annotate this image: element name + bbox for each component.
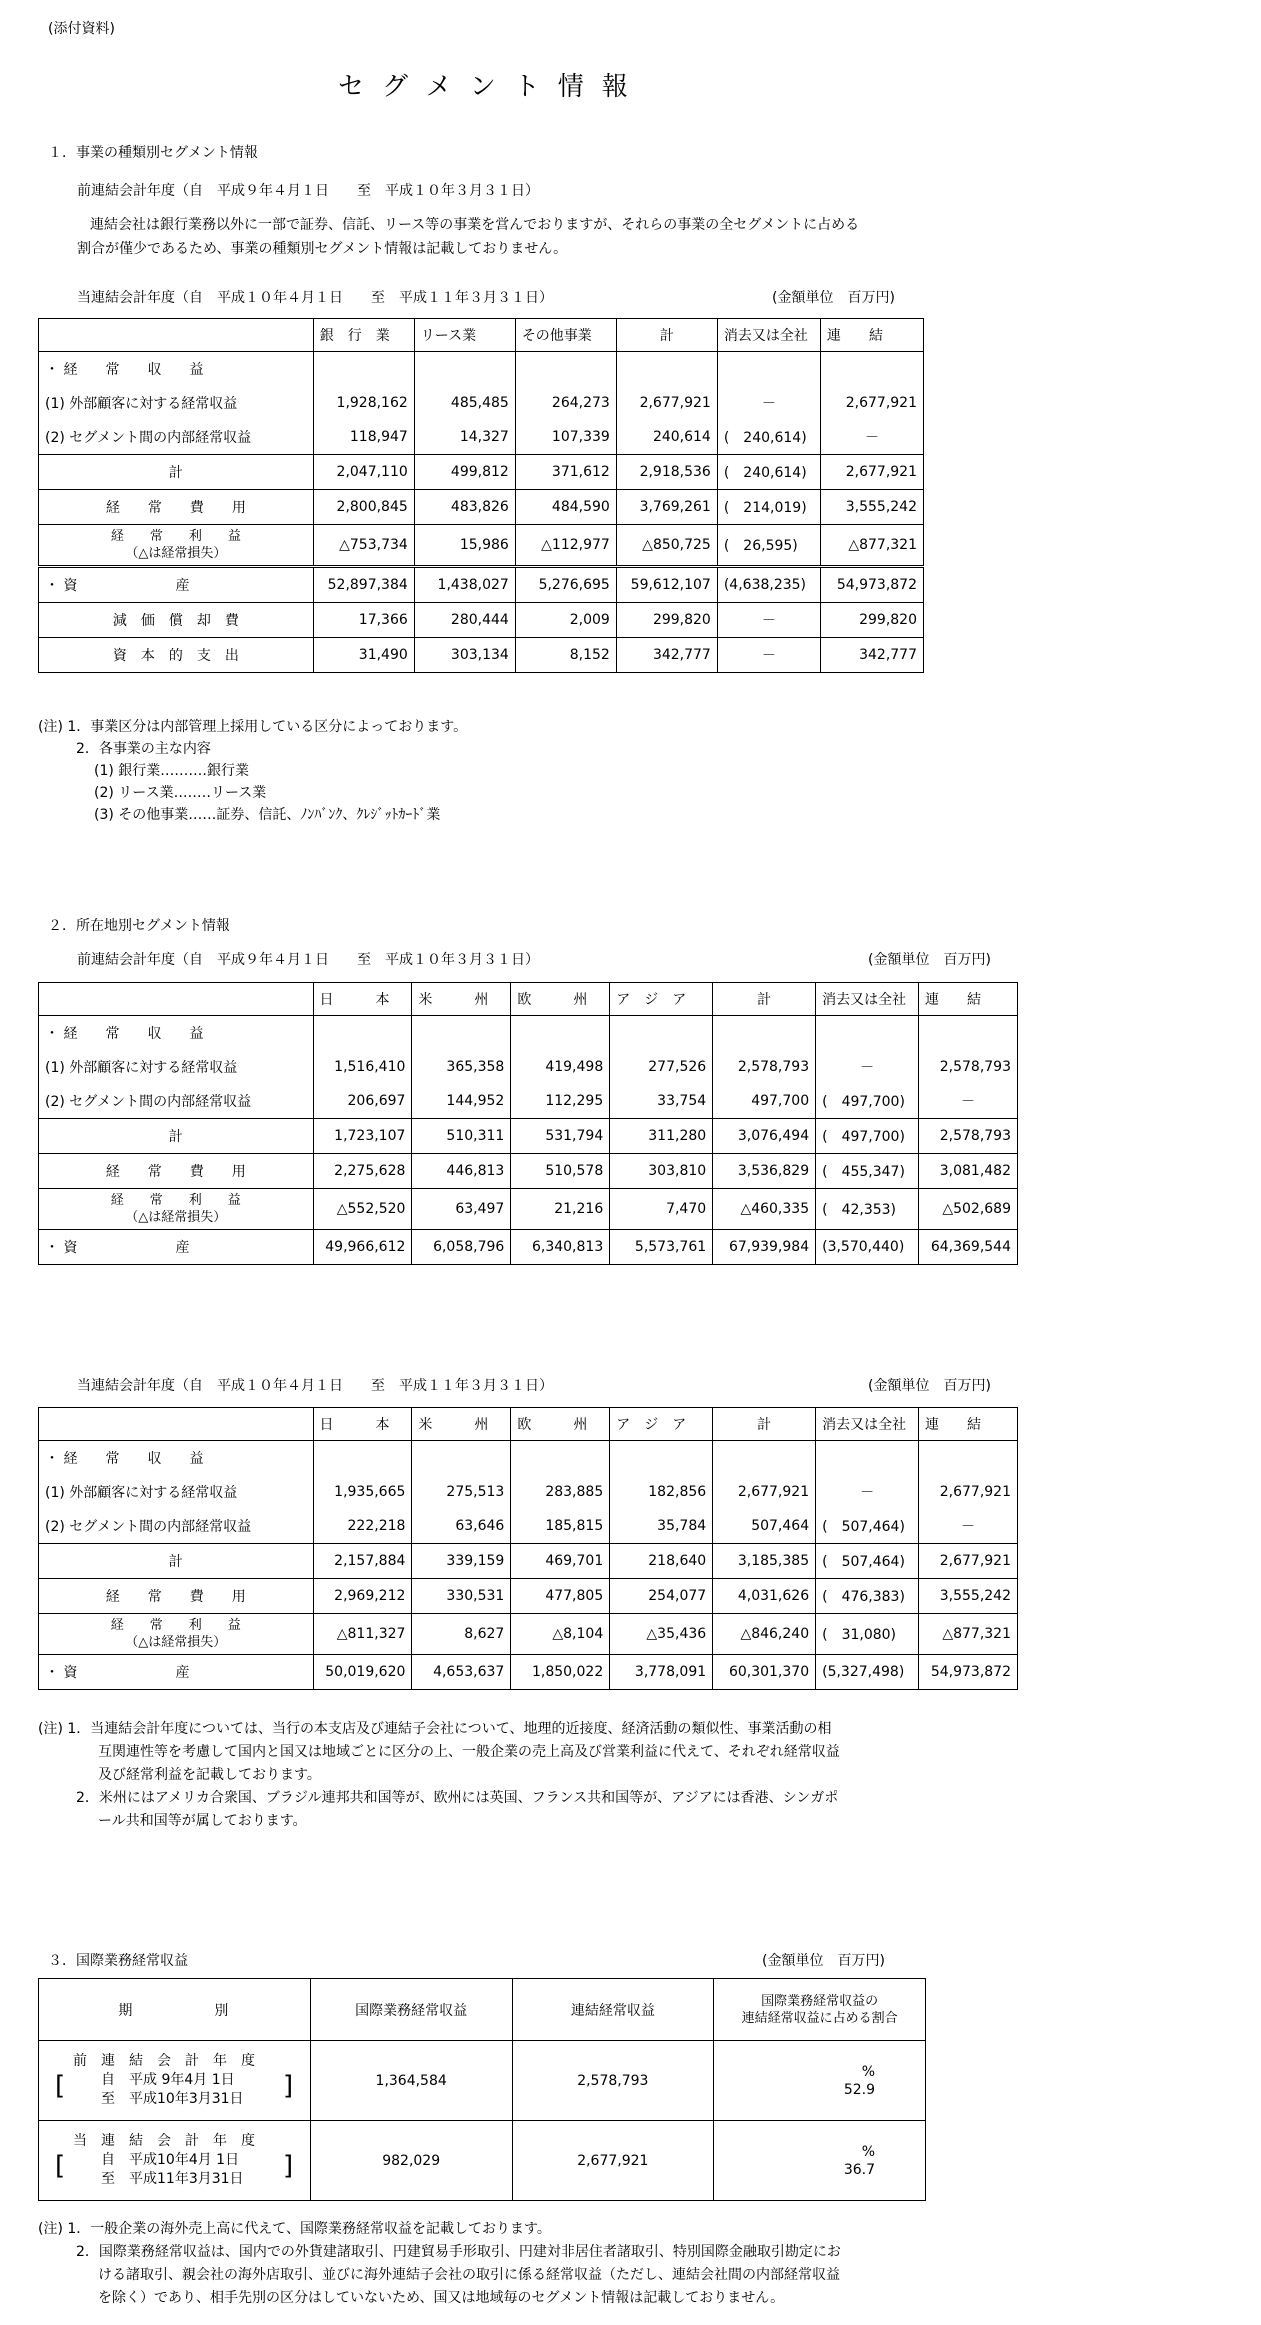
row-label: ・ 経 常 収 益 — [39, 352, 314, 387]
table-header-row — [39, 983, 1018, 1016]
col-header: 日 本 — [313, 983, 412, 1016]
cell: 2,578,793 — [713, 1050, 816, 1084]
cell: 2,918,536 — [616, 455, 717, 490]
col-header: 消去又は全社 — [816, 983, 919, 1016]
cell: 218,640 — [610, 1544, 713, 1579]
table-row — [39, 1475, 1018, 1509]
cell: 54,973,872 — [820, 567, 923, 603]
cell: 510,578 — [511, 1154, 610, 1189]
cell: 3,081,482 — [919, 1154, 1018, 1189]
col-header: 連 結 — [919, 983, 1018, 1016]
cell: 7,470 — [610, 1189, 713, 1230]
table-header-row — [39, 1408, 1018, 1441]
cell: 982,029 — [310, 2121, 512, 2201]
cell: 2,677,921 — [512, 2121, 714, 2201]
ratio-header-line1: 国際業務経常収益の — [761, 1993, 879, 2009]
page-title: セグメント情報 — [338, 72, 646, 102]
table-row — [39, 1016, 1018, 1051]
table-row — [39, 603, 924, 638]
row-label: ・ 経 常 収 益 — [39, 1016, 314, 1051]
table-row — [39, 1614, 1018, 1655]
cell: 5,276,695 — [515, 567, 616, 603]
row-label: (1) 外部顧客に対する経常収益 — [39, 1050, 314, 1084]
period-label: 前 連 結 会 計 年 度 — [73, 2053, 255, 2069]
col-header: 消去又は全社 — [816, 1408, 919, 1441]
sec1-note: (3) その他事業‥‥‥証券、信託、ﾉﾝﾊﾞﾝｸ、ｸﾚｼﾞｯﾄｶｰﾄﾞ業 — [94, 807, 441, 823]
row-label: 計 — [39, 1544, 314, 1579]
cell: 2,009 — [515, 603, 616, 638]
cell: ( 497,700) — [816, 1119, 919, 1154]
cell: 303,134 — [414, 638, 515, 673]
sec2-note: ール共和国等が属しております。 — [98, 1813, 307, 1829]
period-range — [45, 2151, 304, 2189]
cell: 277,526 — [610, 1050, 713, 1084]
cell: 60,301,370 — [713, 1655, 816, 1690]
cell: 254,077 — [610, 1579, 713, 1614]
col-header: 計 — [713, 1408, 816, 1441]
col-header: 連結経常収益 — [512, 1979, 714, 2041]
cell: 206,697 — [313, 1084, 412, 1119]
cell: 483,826 — [414, 490, 515, 525]
cell: 64,369,544 — [919, 1230, 1018, 1265]
cell: － — [816, 1475, 919, 1509]
col-header: リース業 — [414, 319, 515, 352]
sec2-note: 及び経常利益を記載しております。 — [98, 1767, 321, 1783]
table-row — [39, 2041, 926, 2121]
cell: 31,490 — [313, 638, 414, 673]
col-header: その他事業 — [515, 319, 616, 352]
cell: 63,646 — [412, 1509, 511, 1544]
cell: 3,185,385 — [713, 1544, 816, 1579]
sec3-heading: ３．国際業務経常収益 — [48, 1953, 188, 1969]
col-header: 米 州 — [412, 983, 511, 1016]
cell: 67,939,984 — [713, 1230, 816, 1265]
cell: － — [717, 603, 820, 638]
col-header: 消去又は全社 — [717, 319, 820, 352]
cell: 144,952 — [412, 1084, 511, 1119]
cell: 311,280 — [610, 1119, 713, 1154]
cell: 342,777 — [616, 638, 717, 673]
table-row — [39, 1655, 1018, 1690]
period-to: 至 平成11年3月31日 — [101, 2171, 244, 2187]
cell: △8,104 — [511, 1614, 610, 1655]
cell: 33,754 — [610, 1084, 713, 1119]
table-row — [39, 1230, 1018, 1265]
profit-sublabel: （△は経常損失） — [125, 546, 227, 561]
cell: 3,555,242 — [919, 1579, 1018, 1614]
table-row — [39, 1084, 1018, 1119]
cell: 510,311 — [412, 1119, 511, 1154]
table-row — [39, 1544, 1018, 1579]
cell: 63,497 — [412, 1189, 511, 1230]
segment-by-region-prev-table — [38, 982, 1018, 1265]
cell: 50,019,620 — [313, 1655, 412, 1690]
sec1-cur-period: 当連結会計年度（自 平成１０年４月１日 至 平成１１年３月３１日） — [77, 290, 553, 306]
cell: 485,485 — [414, 386, 515, 420]
row-label: 計 — [39, 455, 314, 490]
percent-unit: % — [861, 2063, 875, 2080]
sec1-heading: １．事業の種類別セグメント情報 — [48, 145, 258, 161]
row-label: 資 本 的 支 出 — [39, 638, 314, 673]
cell: 1,364,584 — [310, 2041, 512, 2121]
sec1-note: (注) 1．事業区分は内部管理上採用している区分によっております。 — [38, 719, 468, 735]
row-label — [39, 525, 314, 567]
cell: 6,058,796 — [412, 1230, 511, 1265]
col-header: 期 別 — [39, 1979, 311, 2041]
cell: 2,800,845 — [313, 490, 414, 525]
cell: 3,778,091 — [610, 1655, 713, 1690]
cell: ( 507,464) — [816, 1544, 919, 1579]
cell: 264,273 — [515, 386, 616, 420]
cell: 1,928,162 — [313, 386, 414, 420]
cell: (5,327,498) — [816, 1655, 919, 1690]
table-row — [39, 490, 924, 525]
sec2-prev-period: 前連結会計年度（自 平成９年４月１日 至 平成１０年３月３１日） — [77, 952, 539, 968]
cell: 14,327 — [414, 420, 515, 455]
cell: △846,240 — [713, 1614, 816, 1655]
profit-label: 経 常 利 益 — [110, 529, 241, 544]
segment-by-region-cur-table — [38, 1407, 1018, 1690]
cell: ( 240,614) — [717, 455, 820, 490]
cell: ( 507,464) — [816, 1509, 919, 1544]
table-row — [39, 638, 924, 673]
table-row — [39, 386, 924, 420]
cell: 330,531 — [412, 1579, 511, 1614]
row-label: ・ 資 産 — [39, 1655, 314, 1690]
cell: 112,295 — [511, 1084, 610, 1119]
cell: △811,327 — [313, 1614, 412, 1655]
sec2-note: (注) 1．当連結会計年度については、当行の本支店及び連結子会社について、地理的近接度、経済活動の類似性、事業活動の相 — [38, 1721, 832, 1737]
table-header-row — [39, 1979, 926, 2041]
cell: 371,612 — [515, 455, 616, 490]
sec2-note: 互関連性等を考慮して国内と国又は地域ごとに区分の上、一般企業の売上高及び営業利益に代えて、それぞれ経常収益 — [98, 1744, 840, 1760]
cell: 118,947 — [313, 420, 414, 455]
cell: 2,969,212 — [313, 1579, 412, 1614]
cell: 2,157,884 — [313, 1544, 412, 1579]
col-header: 欧 州 — [511, 983, 610, 1016]
header-blank — [39, 319, 314, 352]
attachment-label: (添付資料) — [48, 21, 115, 37]
sec1-prev-note-1: 連結会社は銀行業務以外に一部で証券、信託、リース等の事業を営んでおりますが、それらの事業の全セグメントに占める — [90, 217, 860, 233]
cell: 185,815 — [511, 1509, 610, 1544]
col-header: ア ジ ア — [610, 1408, 713, 1441]
cell: (3,570,440) — [816, 1230, 919, 1265]
cell: 3,536,829 — [713, 1154, 816, 1189]
cell: 2,047,110 — [313, 455, 414, 490]
col-header: 連 結 — [919, 1408, 1018, 1441]
cell: 6,340,813 — [511, 1230, 610, 1265]
cell: △552,520 — [313, 1189, 412, 1230]
col-header: ア ジ ア — [610, 983, 713, 1016]
cell: 2,677,921 — [820, 386, 923, 420]
cell: 222,218 — [313, 1509, 412, 1544]
row-label: (2) セグメント間の内部経常収益 — [39, 1509, 314, 1544]
cell: 469,701 — [511, 1544, 610, 1579]
cell: 1,723,107 — [313, 1119, 412, 1154]
period-to: 至 平成10年3月31日 — [101, 2091, 244, 2107]
cell: 240,614 — [616, 420, 717, 455]
cell: ( 42,353) — [816, 1189, 919, 1230]
row-label — [39, 1189, 314, 1230]
cell: △502,689 — [919, 1189, 1018, 1230]
cell: 15,986 — [414, 525, 515, 567]
table-row — [39, 567, 924, 603]
cell: － — [919, 1084, 1018, 1119]
period-from: 自 平成 9年4月 1日 — [101, 2072, 235, 2088]
cell: 1,438,027 — [414, 567, 515, 603]
cell: 2,677,921 — [820, 455, 923, 490]
cell: 497,700 — [713, 1084, 816, 1119]
sec2-note: 2．米州にはアメリカ合衆国、ブラジル連邦共和国等が、欧州には英国、フランス共和国等が、アジアには香港、シンガポ — [76, 1790, 839, 1806]
bracket-left-icon: [ — [55, 2151, 66, 2181]
cell: (4,638,235) — [717, 567, 820, 603]
col-header: 日 本 — [313, 1408, 412, 1441]
cell: 339,159 — [412, 1544, 511, 1579]
table-row — [39, 1441, 1018, 1476]
row-label — [39, 1614, 314, 1655]
cell: 59,612,107 — [616, 567, 717, 603]
cell: 419,498 — [511, 1050, 610, 1084]
sec3-note: 2．国際業務経常収益は、国内での外貨建諸取引、円建貿易手形取引、円建対非居住者諸取引、特別国際金融取引勘定にお — [76, 2244, 841, 2260]
col-header: 計 — [616, 319, 717, 352]
cell: 4,653,637 — [412, 1655, 511, 1690]
segment-by-business-table — [38, 318, 924, 673]
profit-sublabel: （△は経常損失） — [125, 1635, 227, 1650]
cell: 280,444 — [414, 603, 515, 638]
cell: 1,850,022 — [511, 1655, 610, 1690]
sec1-note: (2) リース業‥‥‥‥リース業 — [94, 785, 267, 801]
cell: 2,578,793 — [919, 1050, 1018, 1084]
cell: △112,977 — [515, 525, 616, 567]
col-header: 国際業務経常収益 — [310, 1979, 512, 2041]
bracket-right-icon: ] — [283, 2151, 294, 2181]
col-header — [714, 1979, 926, 2041]
cell: △35,436 — [610, 1614, 713, 1655]
cell: △850,725 — [616, 525, 717, 567]
sec1-unit: (金額単位 百万円) — [772, 290, 895, 306]
row-label: (1) 外部顧客に対する経常収益 — [39, 1475, 314, 1509]
sec3-note: を除く）であり、相手先別の区分はしていないため、国又は地域毎のセグメント情報は記載しておりません。 — [98, 2290, 785, 2306]
period-label: 当 連 結 会 計 年 度 — [73, 2133, 255, 2149]
table-row — [39, 1189, 1018, 1230]
table-row — [39, 455, 924, 490]
cell: 8,152 — [515, 638, 616, 673]
cell: 52,897,384 — [313, 567, 414, 603]
sec1-note: 2．各事業の主な内容 — [76, 741, 211, 757]
sec3-unit: (金額単位 百万円) — [762, 1953, 885, 1969]
sec1-note: (1) 銀行業‥‥‥‥‥銀行業 — [94, 763, 250, 779]
cell: 484,590 — [515, 490, 616, 525]
col-header: 連 結 — [820, 319, 923, 352]
ratio-value: 36.7 — [843, 2161, 875, 2178]
period-cell — [39, 2041, 311, 2121]
cell: 2,275,628 — [313, 1154, 412, 1189]
row-label: 経 常 費 用 — [39, 490, 314, 525]
bracket-left-icon: [ — [55, 2071, 66, 2101]
table-row — [39, 352, 924, 387]
cell: 1,935,665 — [313, 1475, 412, 1509]
table-row — [39, 420, 924, 455]
profit-label: 経 常 利 益 — [110, 1193, 241, 1208]
cell — [714, 2121, 926, 2201]
bracket-right-icon: ] — [283, 2071, 294, 2101]
table-row — [39, 1154, 1018, 1189]
sec2-cur-unit: (金額単位 百万円) — [868, 1378, 991, 1394]
cell: ( 476,383) — [816, 1579, 919, 1614]
cell: 2,677,921 — [919, 1544, 1018, 1579]
col-header: 米 州 — [412, 1408, 511, 1441]
row-label: 経 常 費 用 — [39, 1579, 314, 1614]
period-range — [45, 2071, 304, 2109]
cell: 477,805 — [511, 1579, 610, 1614]
cell: 3,555,242 — [820, 490, 923, 525]
profit-label: 経 常 利 益 — [110, 1618, 241, 1633]
row-label: ・ 経 常 収 益 — [39, 1441, 314, 1476]
cell: 531,794 — [511, 1119, 610, 1154]
row-label: 計 — [39, 1119, 314, 1154]
cell: 507,464 — [713, 1509, 816, 1544]
cell: 2,578,793 — [919, 1119, 1018, 1154]
cell: 8,627 — [412, 1614, 511, 1655]
cell: 299,820 — [616, 603, 717, 638]
percent-unit: % — [861, 2143, 875, 2160]
cell: － — [820, 420, 923, 455]
sec3-note: ける諸取引、親会社の海外店取引、並びに海外連結子会社の取引に係る経常収益（ただし、連結会社間の内部経常収益 — [98, 2267, 840, 2283]
cell: 2,677,921 — [919, 1475, 1018, 1509]
col-header: 銀 行 業 — [313, 319, 414, 352]
cell: 35,784 — [610, 1509, 713, 1544]
cell: ( 214,019) — [717, 490, 820, 525]
cell: ( 240,614) — [717, 420, 820, 455]
cell: － — [717, 386, 820, 420]
cell: △877,321 — [919, 1614, 1018, 1655]
row-label: ・ 資 産 — [39, 1230, 314, 1265]
cell: 446,813 — [412, 1154, 511, 1189]
row-label: (1) 外部顧客に対する経常収益 — [39, 386, 314, 420]
sec1-prev-note-2: 割合が僅少であるため、事業の種類別セグメント情報は記載しておりません。 — [77, 241, 568, 257]
cell: 5,573,761 — [610, 1230, 713, 1265]
cell: 275,513 — [412, 1475, 511, 1509]
cell: △460,335 — [713, 1189, 816, 1230]
cell: 3,769,261 — [616, 490, 717, 525]
table-row — [39, 1119, 1018, 1154]
row-label: (2) セグメント間の内部経常収益 — [39, 420, 314, 455]
cell: － — [816, 1050, 919, 1084]
cell: 342,777 — [820, 638, 923, 673]
cell: 17,366 — [313, 603, 414, 638]
sec2-cur-period: 当連結会計年度（自 平成１０年４月１日 至 平成１１年３月３１日） — [77, 1378, 553, 1394]
sec3-note: (注) 1．一般企業の海外売上高に代えて、国際業務経常収益を記載しております。 — [38, 2221, 551, 2237]
cell: 182,856 — [610, 1475, 713, 1509]
cell: ( 497,700) — [816, 1084, 919, 1119]
ratio-header-line2: 連結経常収益に占める割合 — [741, 2010, 898, 2026]
cell: 365,358 — [412, 1050, 511, 1084]
row-label: (2) セグメント間の内部経常収益 — [39, 1084, 314, 1119]
cell: 49,966,612 — [313, 1230, 412, 1265]
cell: － — [717, 638, 820, 673]
cell: 3,076,494 — [713, 1119, 816, 1154]
table-row — [39, 2121, 926, 2201]
period-from: 自 平成10年4月 1日 — [101, 2152, 240, 2168]
sec2-heading: ２．所在地別セグメント情報 — [48, 918, 230, 934]
sec1-prev-period: 前連結会計年度（自 平成９年４月１日 至 平成１０年３月３１日） — [77, 183, 539, 199]
row-label: 減 価 償 却 費 — [39, 603, 314, 638]
table-row — [39, 1579, 1018, 1614]
cell: 4,031,626 — [713, 1579, 816, 1614]
cell: 283,885 — [511, 1475, 610, 1509]
col-header: 計 — [713, 983, 816, 1016]
intl-revenue-table — [38, 1978, 926, 2201]
ratio-value: 52.9 — [843, 2081, 875, 2098]
cell: 2,578,793 — [512, 2041, 714, 2121]
col-header: 欧 州 — [511, 1408, 610, 1441]
cell — [714, 2041, 926, 2121]
cell: 54,973,872 — [919, 1655, 1018, 1690]
cell: 2,677,921 — [616, 386, 717, 420]
cell: △877,321 — [820, 525, 923, 567]
cell: 1,516,410 — [313, 1050, 412, 1084]
cell: △753,734 — [313, 525, 414, 567]
cell: 499,812 — [414, 455, 515, 490]
cell: 21,216 — [511, 1189, 610, 1230]
row-label: 経 常 費 用 — [39, 1154, 314, 1189]
profit-sublabel: （△は経常損失） — [125, 1210, 227, 1225]
cell: ( 31,080) — [816, 1614, 919, 1655]
table-header-row — [39, 319, 924, 352]
cell: 303,810 — [610, 1154, 713, 1189]
row-label: ・ 資 産 — [39, 567, 314, 603]
cell: ( 455,347) — [816, 1154, 919, 1189]
cell: ( 26,595) — [717, 525, 820, 567]
period-cell — [39, 2121, 311, 2201]
table-row — [39, 525, 924, 567]
cell: 299,820 — [820, 603, 923, 638]
cell: 107,339 — [515, 420, 616, 455]
cell: － — [919, 1509, 1018, 1544]
table-row — [39, 1050, 1018, 1084]
cell: 2,677,921 — [713, 1475, 816, 1509]
sec2-prev-unit: (金額単位 百万円) — [868, 952, 991, 968]
table-row — [39, 1509, 1018, 1544]
